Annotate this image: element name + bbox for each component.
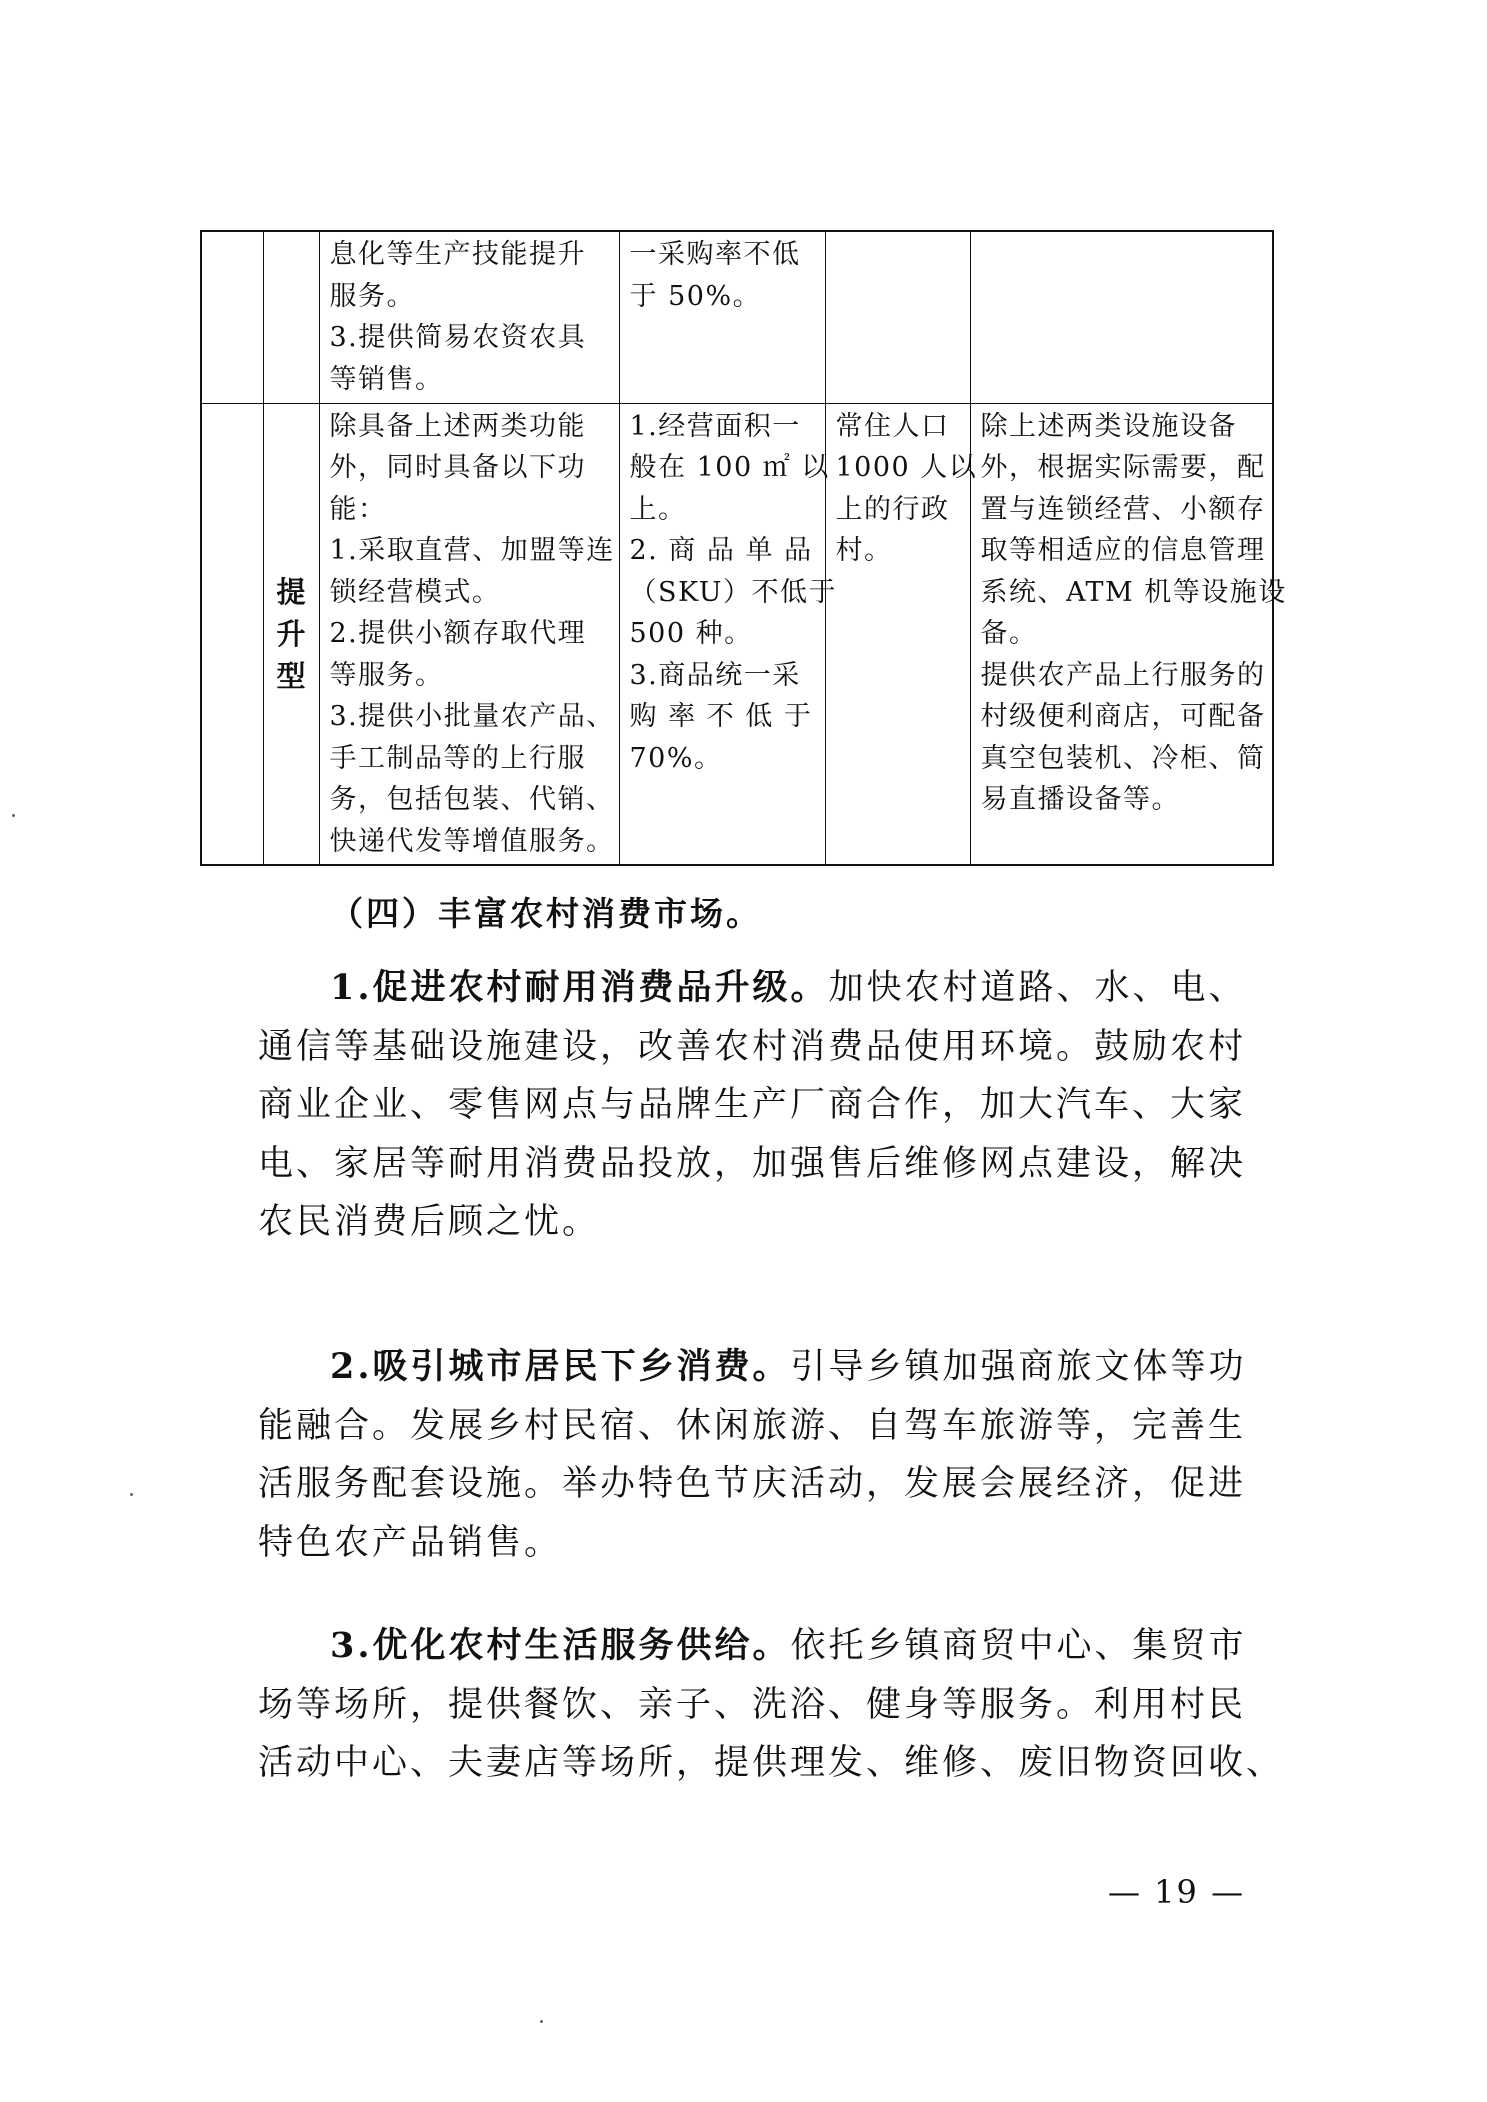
cell-line: 真空包装机、冷柜、简: [980, 742, 1266, 774]
facilities-cell: [970, 231, 1273, 403]
scan-speck: [12, 814, 15, 817]
function-cell: [319, 403, 619, 865]
cell-line: （SKU）不低于: [629, 576, 837, 608]
cell-line: 70%。: [629, 742, 723, 774]
paragraph-line: [258, 1338, 1248, 1397]
cell-line: 能：: [329, 493, 387, 525]
cell-line: 易直播设备等。: [980, 784, 1180, 815]
cell-line: 快递代发等增值服务。: [329, 825, 615, 857]
cell-line: 外，同时具备以下功: [329, 452, 586, 483]
cell-line: 上。: [629, 493, 687, 525]
cell-line: 锁经营模式。: [329, 576, 501, 608]
paragraph-lead: 1.促进农村耐用消费品升级。: [330, 967, 829, 1008]
cell-line: 2.提供小额存取代理: [329, 618, 587, 649]
paragraph-line: 特色农产品销售。: [258, 1522, 563, 1563]
paragraph-line: 农民消费后顾之忧。: [258, 1202, 601, 1242]
facilities-cell: [970, 403, 1287, 865]
paragraph-text: 加快农村道路、水、电、: [828, 968, 1247, 1008]
cell-line: 3.提供小批量农产品、: [329, 701, 615, 732]
cell-line: 村。: [835, 535, 893, 566]
cell-line: 系统、ATM 机等设施设: [980, 576, 1287, 608]
paragraph-line: 活动中心、夫妻店等场所，提供理发、维修、废旧物资回收、: [258, 1743, 1285, 1783]
cell-line: 上的行政: [835, 493, 950, 525]
type-cell: [263, 231, 319, 403]
paragraph-text: 依托乡镇商贸中心、集贸市: [790, 1626, 1247, 1666]
scope-cell: [825, 403, 978, 865]
cell-line: 常住人口: [835, 410, 950, 442]
paragraph-line: [258, 1617, 1248, 1676]
spec-table-container: [200, 230, 1287, 866]
store-type-spec-table: [200, 230, 1287, 866]
category-cell: [201, 231, 263, 403]
function-cell: [319, 231, 619, 403]
scan-speck: [540, 2020, 543, 2023]
type-label: 提升型: [276, 574, 308, 693]
scope-cell: [825, 231, 970, 403]
paragraph-2: [258, 1338, 1248, 1572]
cell-line: 3.商品统一采: [629, 659, 801, 691]
paragraph-3: [258, 1617, 1285, 1793]
table-row: [201, 403, 1273, 865]
paragraph-line: 商业企业、零售网点与品牌生产厂商合作，加大汽车、大家: [258, 1085, 1247, 1125]
paragraph-line: 通信等基础设施建设，改善农村消费品使用环境。鼓励农村: [258, 1026, 1247, 1067]
cell-line: 外，根据实际需要，配: [980, 452, 1266, 483]
cell-line: 置与连锁经营、小额存: [980, 493, 1266, 525]
cell-line: 息化等生产技能提升: [329, 239, 586, 270]
cell-line: 备。: [980, 618, 1038, 649]
cell-line: 除具备上述两类功能: [329, 410, 586, 442]
table-row: [201, 231, 1273, 403]
paragraph-line: 活服务配套设施。举办特色节庆活动，发展会展经济，促进: [258, 1464, 1247, 1504]
cell-line: 除上述两类设施设备: [980, 410, 1237, 442]
standard-cell: [619, 231, 825, 403]
scan-speck: [130, 1493, 133, 1496]
paragraph-text: 引导乡镇加强商旅文体等功: [790, 1347, 1247, 1387]
cell-line: 1.采取直营、加盟等连: [329, 535, 615, 566]
standard-cell: [619, 403, 837, 865]
cell-line: 村级便利商店，可配备: [980, 701, 1266, 732]
cell-line: 于 50%。: [629, 280, 762, 312]
cell-line: 服务。: [329, 280, 415, 312]
paragraph-line: [258, 959, 1248, 1018]
cell-line: 500 种。: [629, 618, 753, 649]
cell-line: 一采购率不低: [629, 239, 801, 270]
cell-line: 手工制品等的上行服: [329, 742, 586, 774]
page-number: — 19 —: [1108, 1873, 1246, 1911]
paragraph-line: 场等场所，提供餐饮、亲子、洗浴、健身等服务。利用村民: [258, 1684, 1247, 1725]
cell-line: 1.经营面积一: [629, 410, 801, 442]
cell-line: 等销售。: [329, 363, 444, 395]
paragraph-lead: 2.吸引城市居民下乡消费。: [330, 1346, 791, 1387]
cell-line: 2. 商 品 单 品: [629, 535, 813, 566]
cell-line: 务，包括包装、代销、: [329, 784, 615, 815]
cell-line: 取等相适应的信息管理: [980, 535, 1266, 566]
cell-line: 般在 100 ㎡ 以: [629, 452, 830, 483]
cell-line: 等服务。: [329, 659, 444, 691]
paragraph-1: [258, 959, 1248, 1252]
paragraph-lead: 3.优化农村生活服务供给。: [330, 1625, 791, 1666]
cell-line: 1000 人以: [835, 452, 978, 483]
cell-line: 购 率 不 低 于: [629, 701, 813, 732]
cell-line: 3.提供简易农资农具: [329, 322, 587, 353]
paragraph-line: 能融合。发展乡村民宿、休闲旅游、自驾车旅游等，完善生: [258, 1405, 1247, 1446]
cell-line: 提供农产品上行服务的: [980, 659, 1266, 691]
paragraph-line: 电、家居等耐用消费品投放，加强售后维修网点建设，解决: [258, 1143, 1247, 1184]
section-heading: （四）丰富农村消费市场。: [330, 894, 762, 933]
type-cell: [263, 403, 319, 865]
category-cell: [201, 403, 263, 865]
